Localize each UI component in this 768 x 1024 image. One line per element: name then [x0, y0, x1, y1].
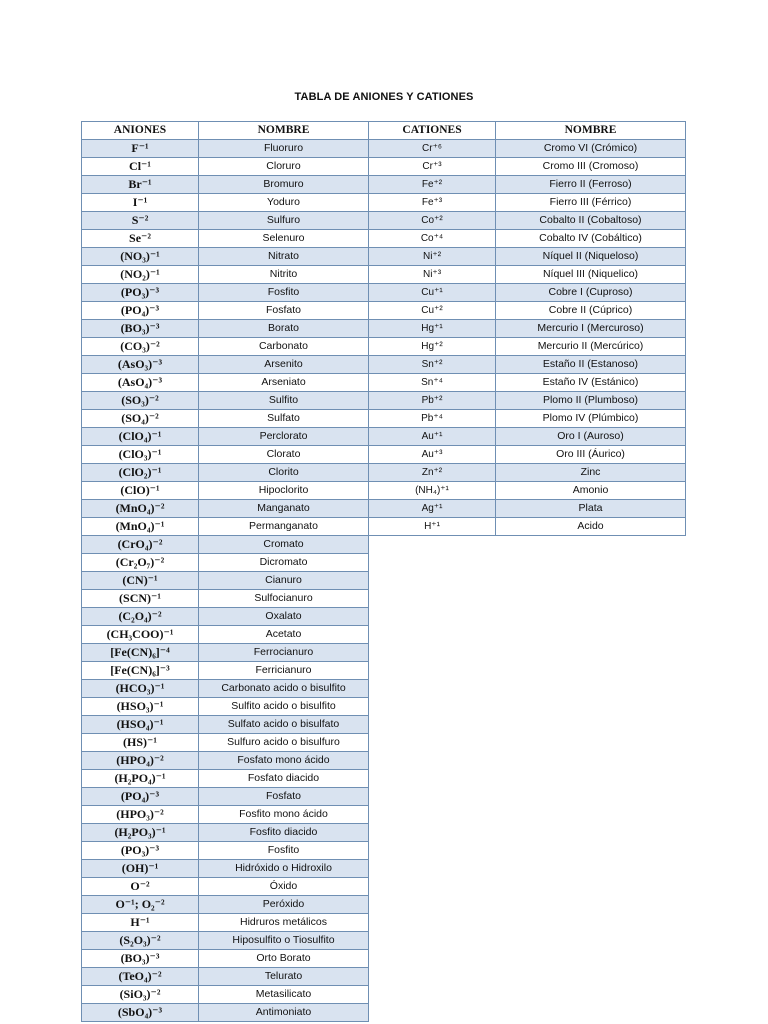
table-row	[82, 572, 369, 590]
name-cell: Telurato	[199, 968, 369, 986]
table-row	[82, 194, 369, 212]
name-cell: Permanganato	[199, 518, 369, 536]
formula-cell: (SbO₄)⁻³	[82, 1004, 199, 1022]
formula-cell: (HSO₃)⁻¹	[82, 698, 199, 716]
formula-cell: Co⁺⁴	[369, 230, 496, 248]
table-row	[369, 500, 686, 518]
table-row	[82, 806, 369, 824]
table-row	[82, 896, 369, 914]
table-row	[82, 842, 369, 860]
formula-cell: Zn⁺²	[369, 464, 496, 482]
table-row	[82, 716, 369, 734]
name-cell: Carbonato	[199, 338, 369, 356]
formula-cell: (HS)⁻¹	[82, 734, 199, 752]
name-cell: Níquel III (Niquelico)	[496, 266, 686, 284]
cations-table-body	[369, 140, 686, 536]
table-row	[82, 860, 369, 878]
formula-cell: O⁻¹; O₂⁻²	[82, 896, 199, 914]
table-row	[82, 734, 369, 752]
name-cell: Plomo IV (Plúmbico)	[496, 410, 686, 428]
anions-header-row	[82, 122, 369, 140]
formula-cell: (CN)⁻¹	[82, 572, 199, 590]
name-cell: Cobre II (Cúprico)	[496, 302, 686, 320]
formula-cell: (Cr₂O₇)⁻²	[82, 554, 199, 572]
formula-cell: Pb⁺⁴	[369, 410, 496, 428]
table-row	[369, 194, 686, 212]
name-cell: Carbonato acido o bisulfito	[199, 680, 369, 698]
name-cell: Cromo VI (Crómico)	[496, 140, 686, 158]
cations-header-row	[369, 122, 686, 140]
cations-table	[368, 121, 686, 536]
formula-cell: H⁻¹	[82, 914, 199, 932]
name-cell: Fosfato	[199, 302, 369, 320]
name-cell: Estaño II (Estanoso)	[496, 356, 686, 374]
formula-cell: (NH₄)⁺¹	[369, 482, 496, 500]
formula-cell: (SiO₃)⁻²	[82, 986, 199, 1004]
name-cell: Fosfito	[199, 842, 369, 860]
name-cell: Estaño IV (Estánico)	[496, 374, 686, 392]
formula-cell: Cu⁺¹	[369, 284, 496, 302]
table-row	[82, 518, 369, 536]
name-cell: Fosfato	[199, 788, 369, 806]
formula-cell: Cl⁻¹	[82, 158, 199, 176]
name-cell: Bromuro	[199, 176, 369, 194]
formula-cell: (C₂O₄)⁻²	[82, 608, 199, 626]
name-cell: Perclorato	[199, 428, 369, 446]
formula-cell: (PO₄)⁻³	[82, 788, 199, 806]
name-cell: Amonio	[496, 482, 686, 500]
name-cell: Cloruro	[199, 158, 369, 176]
table-row	[369, 176, 686, 194]
formula-cell: Ni⁺³	[369, 266, 496, 284]
formula-cell: (H₂PO₄)⁻¹	[82, 770, 199, 788]
formula-cell: S⁻²	[82, 212, 199, 230]
table-row	[369, 482, 686, 500]
name-cell: Ferricianuro	[199, 662, 369, 680]
table-row	[369, 302, 686, 320]
name-cell: Clorato	[199, 446, 369, 464]
table-row	[369, 410, 686, 428]
formula-cell: (NO₃)⁻¹	[82, 248, 199, 266]
name-cell: Arseniato	[199, 374, 369, 392]
anions-table	[81, 121, 369, 1022]
formula-cell: Sn⁺⁴	[369, 374, 496, 392]
formula-cell: Ni⁺²	[369, 248, 496, 266]
formula-cell: (CrO₄)⁻²	[82, 536, 199, 554]
table-row	[82, 140, 369, 158]
name-cell: Cromo III (Cromoso)	[496, 158, 686, 176]
name-cell: Sulfito acido o bisulfito	[199, 698, 369, 716]
formula-cell: (AsO₃)⁻³	[82, 356, 199, 374]
name-cell: Plomo II (Plumboso)	[496, 392, 686, 410]
name-cell: Cromato	[199, 536, 369, 554]
table-row	[82, 788, 369, 806]
table-row	[369, 284, 686, 302]
formula-cell: (PO₃)⁻³	[82, 284, 199, 302]
formula-cell: H⁺¹	[369, 518, 496, 536]
table-row	[82, 770, 369, 788]
name-cell: Cobre I (Cuproso)	[496, 284, 686, 302]
table-row	[82, 392, 369, 410]
formula-cell: Au⁺³	[369, 446, 496, 464]
name-cell: Antimoniato	[199, 1004, 369, 1022]
formula-cell: (BO₃)⁻³	[82, 320, 199, 338]
table-row	[82, 986, 369, 1004]
formula-cell: Cr⁺³	[369, 158, 496, 176]
formula-cell: Se⁻²	[82, 230, 199, 248]
name-cell: Fosfato mono ácido	[199, 752, 369, 770]
name-cell: Hiposulfito o Tiosulfito	[199, 932, 369, 950]
name-cell: Hipoclorito	[199, 482, 369, 500]
table-row	[82, 932, 369, 950]
table-row	[82, 626, 369, 644]
name-cell: Cobalto IV (Cobáltico)	[496, 230, 686, 248]
formula-cell: (S₂O₃)⁻²	[82, 932, 199, 950]
table-row	[82, 410, 369, 428]
table-row	[369, 446, 686, 464]
name-cell: Sulfato	[199, 410, 369, 428]
name-cell: Peróxido	[199, 896, 369, 914]
table-row	[82, 878, 369, 896]
table-row	[82, 356, 369, 374]
name-cell: Yoduro	[199, 194, 369, 212]
formula-cell: (PO₃)⁻³	[82, 842, 199, 860]
formula-cell: (NO₂)⁻¹	[82, 266, 199, 284]
name-cell: Sulfocianuro	[199, 590, 369, 608]
table-row	[82, 338, 369, 356]
cations-column-header: CATIONES	[369, 122, 496, 140]
name-cell: Oro III (Áurico)	[496, 446, 686, 464]
table-row	[82, 176, 369, 194]
name-cell: Hidruros metálicos	[199, 914, 369, 932]
table-row	[369, 374, 686, 392]
formula-cell: Au⁺¹	[369, 428, 496, 446]
table-row	[82, 752, 369, 770]
name-cell: Acido	[496, 518, 686, 536]
formula-cell: Hg⁺²	[369, 338, 496, 356]
formula-cell: (HPO₄)⁻²	[82, 752, 199, 770]
formula-cell: (SCN)⁻¹	[82, 590, 199, 608]
formula-cell: (AsO₄)⁻³	[82, 374, 199, 392]
formula-cell: (OH)⁻¹	[82, 860, 199, 878]
table-row	[82, 284, 369, 302]
formula-cell: (SO₃)⁻²	[82, 392, 199, 410]
formula-cell: O⁻²	[82, 878, 199, 896]
table-row	[82, 554, 369, 572]
table-row	[82, 914, 369, 932]
name-cell: Clorito	[199, 464, 369, 482]
formula-cell: Br⁻¹	[82, 176, 199, 194]
table-row	[369, 518, 686, 536]
name-cell: Borato	[199, 320, 369, 338]
table-row	[82, 590, 369, 608]
formula-cell: F⁻¹	[82, 140, 199, 158]
formula-cell: Co⁺²	[369, 212, 496, 230]
name-cell: Sulfuro	[199, 212, 369, 230]
name-cell: Fierro III (Férrico)	[496, 194, 686, 212]
table-row	[82, 698, 369, 716]
formula-cell: (HCO₃)⁻¹	[82, 680, 199, 698]
table-row	[82, 644, 369, 662]
table-row	[82, 662, 369, 680]
anions-column-header: ANIONES	[82, 122, 199, 140]
table-row	[82, 950, 369, 968]
name-cell: Sulfito	[199, 392, 369, 410]
table-row	[82, 320, 369, 338]
table-row	[369, 266, 686, 284]
name-cell: Mercurio I (Mercuroso)	[496, 320, 686, 338]
formula-cell: (ClO₃)⁻¹	[82, 446, 199, 464]
table-row	[369, 356, 686, 374]
formula-cell: Hg⁺¹	[369, 320, 496, 338]
table-row	[369, 248, 686, 266]
table-row	[369, 320, 686, 338]
name-cell: Oxalato	[199, 608, 369, 626]
formula-cell: (BO₃)⁻³	[82, 950, 199, 968]
name-cell: Níquel II (Niqueloso)	[496, 248, 686, 266]
name-cell: Selenuro	[199, 230, 369, 248]
table-row	[82, 212, 369, 230]
table-row	[82, 536, 369, 554]
formula-cell: (MnO₄)⁻¹	[82, 518, 199, 536]
table-row	[82, 248, 369, 266]
table-row	[82, 158, 369, 176]
table-row	[369, 392, 686, 410]
name-cell: Zinc	[496, 464, 686, 482]
name-cell: Mercurio II (Mercúrico)	[496, 338, 686, 356]
name-cell: Óxido	[199, 878, 369, 896]
formula-cell: (ClO)⁻¹	[82, 482, 199, 500]
formula-cell: Cr⁺⁶	[369, 140, 496, 158]
name-cell: Manganato	[199, 500, 369, 518]
formula-cell: (CO₃)⁻²	[82, 338, 199, 356]
name-cell: Hidróxido o Hidroxilo	[199, 860, 369, 878]
name-cell: Orto Borato	[199, 950, 369, 968]
name-cell: Ferrocianuro	[199, 644, 369, 662]
formula-cell: (H₂PO₃)⁻¹	[82, 824, 199, 842]
formula-cell: [Fe(CN)₆]⁻⁴	[82, 644, 199, 662]
table-row	[82, 230, 369, 248]
table-row	[82, 302, 369, 320]
formula-cell: Ag⁺¹	[369, 500, 496, 518]
name-cell: Fosfito	[199, 284, 369, 302]
table-row	[82, 428, 369, 446]
formula-cell: [Fe(CN)₆]⁻³	[82, 662, 199, 680]
name-cell: Acetato	[199, 626, 369, 644]
formula-cell: I⁻¹	[82, 194, 199, 212]
table-row	[82, 1004, 369, 1022]
formula-cell: (MnO₄)⁻²	[82, 500, 199, 518]
formula-cell: Cu⁺²	[369, 302, 496, 320]
table-row	[82, 266, 369, 284]
table-row	[369, 230, 686, 248]
formula-cell: (HSO₄)⁻¹	[82, 716, 199, 734]
table-row	[82, 824, 369, 842]
name-cell: Arsenito	[199, 356, 369, 374]
table-row	[82, 500, 369, 518]
name-cell: Oro I (Auroso)	[496, 428, 686, 446]
page-title: TABLA DE ANIONES Y CATIONES	[294, 91, 474, 103]
formula-cell: Fe⁺³	[369, 194, 496, 212]
table-row	[369, 212, 686, 230]
formula-cell: Fe⁺²	[369, 176, 496, 194]
table-row	[369, 338, 686, 356]
formula-cell: (ClO₄)⁻¹	[82, 428, 199, 446]
table-row	[82, 446, 369, 464]
formula-cell: (SO₄)⁻²	[82, 410, 199, 428]
table-row	[82, 374, 369, 392]
table-row	[82, 464, 369, 482]
table-row	[369, 158, 686, 176]
table-row	[82, 968, 369, 986]
name-cell: Cobalto II (Cobaltoso)	[496, 212, 686, 230]
cation-name-column-header: NOMBRE	[496, 122, 686, 140]
formula-cell: (PO₄)⁻³	[82, 302, 199, 320]
formula-cell: Pb⁺²	[369, 392, 496, 410]
name-cell: Fluoruro	[199, 140, 369, 158]
table-row	[82, 680, 369, 698]
name-cell: Dicromato	[199, 554, 369, 572]
name-cell: Nitrato	[199, 248, 369, 266]
formula-cell: (HPO₃)⁻²	[82, 806, 199, 824]
anions-table-body	[82, 140, 369, 1022]
table-row	[82, 608, 369, 626]
table-row	[369, 464, 686, 482]
name-cell: Sulfato acido o bisulfato	[199, 716, 369, 734]
table-row	[82, 482, 369, 500]
name-cell: Metasilicato	[199, 986, 369, 1004]
name-cell: Nitrito	[199, 266, 369, 284]
name-cell: Fosfato diacido	[199, 770, 369, 788]
name-cell: Plata	[496, 500, 686, 518]
table-row	[369, 140, 686, 158]
name-cell: Sulfuro acido o bisulfuro	[199, 734, 369, 752]
name-cell: Fosfito mono ácido	[199, 806, 369, 824]
name-cell: Fierro II (Ferroso)	[496, 176, 686, 194]
formula-cell: (TeO₄)⁻²	[82, 968, 199, 986]
table-row	[369, 428, 686, 446]
formula-cell: (CH₃COO)⁻¹	[82, 626, 199, 644]
formula-cell: Sn⁺²	[369, 356, 496, 374]
name-cell: Cianuro	[199, 572, 369, 590]
anion-name-column-header: NOMBRE	[199, 122, 369, 140]
formula-cell: (ClO₂)⁻¹	[82, 464, 199, 482]
name-cell: Fosfito diacido	[199, 824, 369, 842]
